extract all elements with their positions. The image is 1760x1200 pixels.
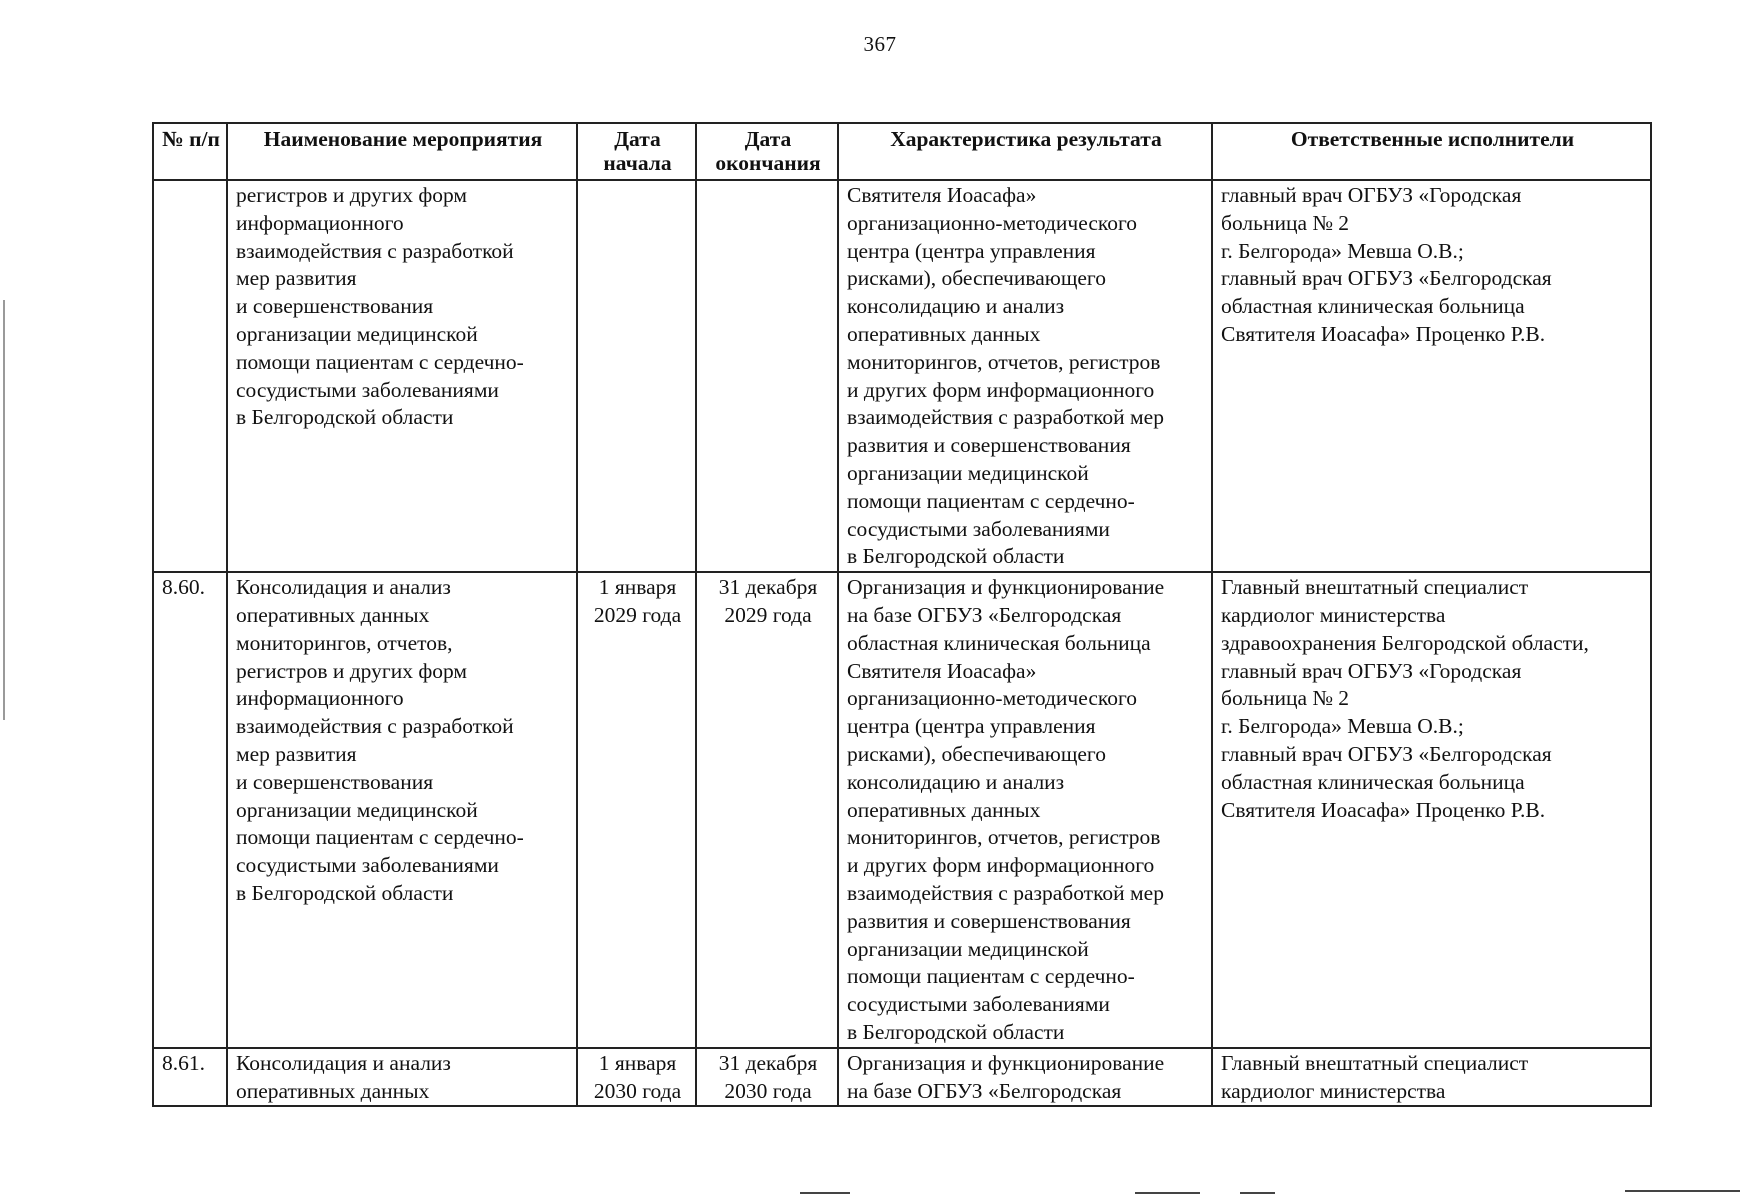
- text-line: оперативных данных: [236, 602, 430, 627]
- header-start-date: Дата начала: [577, 123, 696, 180]
- text-line: Консолидация и анализ: [236, 575, 451, 600]
- text-line: Святителя Иоасафа»: [847, 658, 1037, 683]
- text-line: организации медицинской: [847, 460, 1089, 485]
- text-line: Организация и функционирование: [847, 575, 1165, 600]
- text-line: сосудистыми заболеваниями: [236, 377, 499, 402]
- text-line: информационного: [236, 686, 404, 711]
- table-header-row: [153, 123, 1651, 180]
- text-line: здравоохранения Белгородской области,: [1221, 630, 1589, 655]
- text-line: главный врач ОГБУЗ «Белгородская: [1221, 741, 1552, 766]
- text-line: мониторингов, отчетов, регистров: [847, 825, 1161, 850]
- text-line: организации медицинской: [847, 936, 1089, 961]
- text-line: г. Белгорода» Мевша О.В.;: [1221, 714, 1464, 739]
- text-line: и других форм информационного: [847, 377, 1155, 402]
- scan-artifact-line: [800, 1192, 850, 1194]
- header-name: Наименование мероприятия: [227, 123, 577, 180]
- cell-num: 8.61.: [153, 1048, 227, 1107]
- text-line: Святителя Иоасафа» Проценко Р.В.: [1221, 797, 1546, 822]
- table-row: [153, 180, 1651, 572]
- text-line: Организация и функционирование: [847, 1050, 1165, 1075]
- text-line: в Белгородской области: [236, 880, 454, 905]
- text-line: взаимодействия с разработкой мер: [847, 880, 1164, 905]
- text-line: 1 января: [598, 575, 677, 600]
- text-line: 31 декабря: [718, 1050, 818, 1075]
- cell-activity-name: [227, 1048, 577, 1107]
- text-line: [586, 182, 689, 210]
- text-line: помощи пациентам с сердечно-: [847, 488, 1135, 513]
- text-line: 31 декабря: [718, 575, 818, 600]
- text-line: организации медицинской: [236, 797, 478, 822]
- text-line: в Белгородской области: [847, 1019, 1065, 1044]
- scan-artifact-line: [1240, 1192, 1275, 1194]
- text-line: развития и совершенствования: [847, 908, 1131, 933]
- header-result: Характеристика результата: [838, 123, 1212, 180]
- text-line: главный врач ОГБУЗ «Городская: [1221, 658, 1522, 683]
- text-line: [586, 210, 689, 238]
- text-line: оперативных данных: [847, 797, 1041, 822]
- cell-responsible: [1212, 180, 1651, 572]
- scan-artifact-line: [1135, 1192, 1200, 1194]
- text-line: [705, 182, 831, 210]
- cell-result: [838, 1048, 1212, 1107]
- cell-responsible: [1212, 572, 1651, 1048]
- scan-edge-mark: [3, 300, 5, 720]
- table-row: [153, 572, 1651, 1048]
- text-line: сосудистыми заболеваниями: [847, 992, 1110, 1017]
- text-line: мер развития: [236, 741, 357, 766]
- text-line: сосудистыми заболеваниями: [236, 853, 499, 878]
- text-line: регистров и других форм: [236, 183, 468, 207]
- cell-end-date: [696, 572, 838, 1048]
- cell-activity-name: [227, 572, 577, 1048]
- text-line: рисками), обеспечивающего: [847, 266, 1106, 291]
- header-end-date: Дата окончания: [696, 123, 838, 180]
- text-line: мер развития: [236, 266, 357, 291]
- text-line: в Белгородской области: [236, 405, 454, 430]
- cell-result: [838, 572, 1212, 1048]
- text-line: и совершенствования: [236, 294, 434, 319]
- text-line: Главный внештатный специалист: [1221, 1050, 1529, 1075]
- table-row: [153, 1048, 1651, 1107]
- header-num: № п/п: [153, 123, 227, 180]
- text-line: консолидацию и анализ: [847, 769, 1065, 794]
- text-line: областная клиническая больница: [1221, 294, 1525, 319]
- text-line: организационно-методического: [847, 686, 1137, 711]
- text-line: г. Белгорода» Мевша О.В.;: [1221, 238, 1464, 263]
- text-line: больница № 2: [1221, 210, 1350, 235]
- text-line: информационного: [236, 210, 404, 235]
- text-line: центра (центра управления: [847, 714, 1096, 739]
- text-line: и совершенствования: [236, 769, 434, 794]
- text-line: 1 января: [598, 1050, 677, 1075]
- cell-responsible: [1212, 1048, 1651, 1107]
- text-line: Святителя Иоасафа» Проценко Р.В.: [1221, 321, 1546, 346]
- cell-result: [838, 180, 1212, 572]
- text-line: взаимодействия с разработкой мер: [847, 405, 1164, 430]
- text-line: помощи пациентам с сердечно-: [236, 825, 524, 850]
- text-line: на базе ОГБУЗ «Белгородская: [847, 602, 1122, 627]
- text-line: больница № 2: [1221, 686, 1350, 711]
- text-line: Святителя Иоасафа»: [847, 183, 1037, 207]
- text-line: главный врач ОГБУЗ «Белгородская: [1221, 266, 1552, 291]
- text-line: организационно-методического: [847, 210, 1137, 235]
- text-line: регистров и других форм: [236, 658, 468, 683]
- text-line: и других форм информационного: [847, 853, 1155, 878]
- text-line: рисками), обеспечивающего: [847, 741, 1106, 766]
- text-line: на базе ОГБУЗ «Белгородская: [847, 1078, 1122, 1103]
- text-line: мониторингов, отчетов,: [236, 630, 453, 655]
- text-line: сосудистыми заболеваниями: [847, 516, 1110, 541]
- text-line: 2030 года: [593, 1078, 682, 1103]
- text-line: оперативных данных: [847, 321, 1041, 346]
- text-line: 2030 года: [724, 1078, 812, 1103]
- text-line: организации медицинской: [236, 321, 478, 346]
- cell-start-date: [577, 1048, 696, 1107]
- cell-end-date: [696, 180, 838, 572]
- text-line: оперативных данных: [236, 1078, 430, 1103]
- text-line: помощи пациентам с сердечно-: [236, 349, 524, 374]
- cell-num: [153, 180, 227, 572]
- text-line: центра (центра управления: [847, 238, 1096, 263]
- text-line: 2029 года: [593, 602, 682, 627]
- header-responsible: Ответственные исполнители: [1212, 123, 1651, 180]
- cell-num: 8.60.: [153, 572, 227, 1048]
- text-line: в Белгородской области: [847, 544, 1065, 569]
- text-line: помощи пациентам с сердечно-: [847, 964, 1135, 989]
- text-line: кардиолог министерства: [1221, 1078, 1446, 1103]
- text-line: Консолидация и анализ: [236, 1050, 451, 1075]
- text-line: областная клиническая больница: [1221, 769, 1525, 794]
- cell-end-date: [696, 1048, 838, 1107]
- text-line: главный врач ОГБУЗ «Городская: [1221, 183, 1522, 207]
- cell-start-date: [577, 180, 696, 572]
- text-line: взаимодействия с разработкой: [236, 714, 514, 739]
- activities-table: [152, 122, 1652, 1107]
- text-line: мониторингов, отчетов, регистров: [847, 349, 1161, 374]
- text-line: [705, 210, 831, 238]
- text-line: Главный внештатный специалист: [1221, 575, 1529, 600]
- cell-activity-name: [227, 180, 577, 572]
- text-line: консолидацию и анализ: [847, 294, 1065, 319]
- scan-artifact-line: [1625, 1190, 1740, 1192]
- text-line: развития и совершенствования: [847, 433, 1131, 458]
- page-number: 367: [863, 32, 897, 56]
- cell-start-date: [577, 572, 696, 1048]
- text-line: 2029 года: [724, 602, 812, 627]
- text-line: взаимодействия с разработкой: [236, 238, 514, 263]
- text-line: областная клиническая больница: [847, 630, 1151, 655]
- text-line: кардиолог министерства: [1221, 602, 1446, 627]
